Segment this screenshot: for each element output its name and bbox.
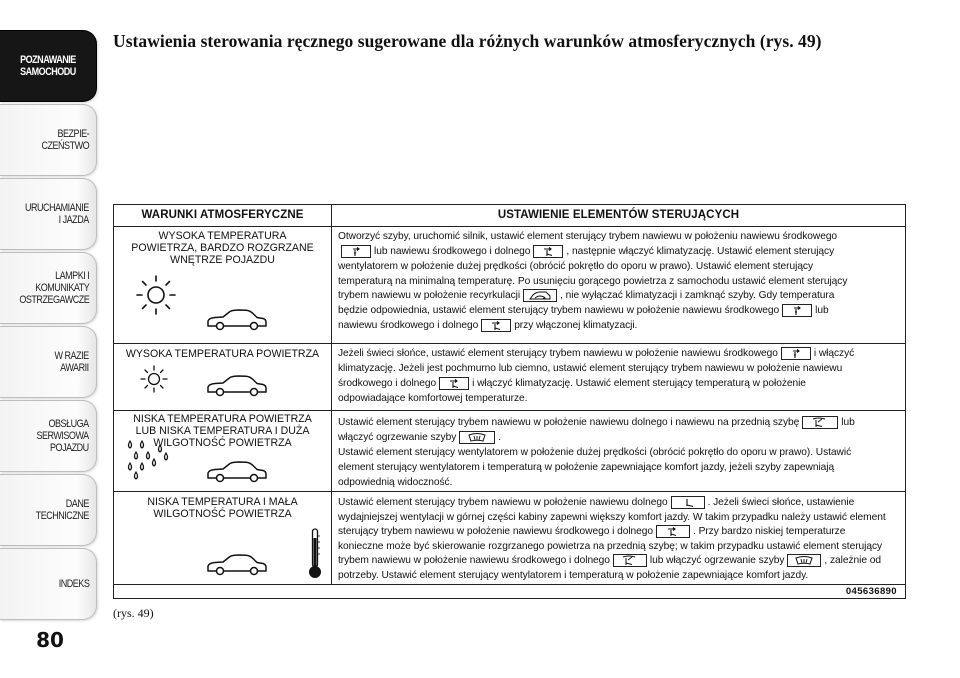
tab-poznawanie-samochodu[interactable] [0, 30, 97, 102]
column-header-conditions: WARUNKI ATMOSFERYCZNE [141, 209, 304, 221]
setting-fragment: trybem nawiewu w położenie recyrkulacji [338, 290, 521, 302]
condition-text: WYSOKA TEMPERATURA POWIETRZA, BARDZO ROZGRZANE WNĘTRZE POJAZDU [131, 230, 314, 266]
table-header [114, 205, 905, 227]
setting-fragment: przy włączonej klimatyzacji. [514, 320, 638, 332]
tab-label: BEZPIE- CZEŃSTWO [41, 128, 89, 152]
setting-fragment: sterujący trybem nawiewu w położenie nawiewu środkowego i dolnego [338, 526, 654, 538]
tab-w-razie-awarii[interactable] [0, 326, 97, 398]
setting-fragment: trybem nawiewu w położenie nawiewu środkowego i dolnego [338, 555, 610, 567]
setting-fragment: Ustawić element sterujący trybem nawiewu w położenie nawiewu dolnego [338, 497, 668, 509]
sun-small-icon [139, 364, 169, 394]
setting-fragment: odpowiadające komfortowej temperaturze. [338, 392, 528, 404]
recirculation-icon [523, 289, 557, 302]
vent-center-icon [782, 304, 812, 317]
setting-fragment: i włączyć klimatyzację. Ustawić element sterujący temperaturą w położenie [472, 377, 806, 389]
tab-lampki-i-komunikaty[interactable] [0, 252, 97, 324]
windshield-floor-icon [802, 416, 838, 429]
setting-fragment: potrzeby. Ustawić element sterujący wentylatorem i temperaturą w położenie zapewniające komfort jazdy. [338, 570, 809, 582]
setting-fragment: wentylatorem w położenie dużej prędkości (obrócić pokrętło do oporu w prawo). Ustawić element sterujący [338, 260, 814, 272]
setting-fragment: . Przy bardzo niskiej temperaturze [693, 526, 846, 538]
vent-center-floor-icon [533, 245, 563, 258]
setting-fragment: lub [841, 417, 855, 429]
chapter-sidebar [0, 0, 100, 678]
figure-code: 045636890 [845, 586, 897, 597]
windshield-floor-icon [613, 554, 647, 567]
setting-fragment: . [498, 432, 502, 444]
thermometer-icon [308, 528, 322, 580]
vent-center-floor-icon [481, 319, 511, 332]
setting-fragment: element sterujący wentylatorem i temperaturą w położenie zapewniające komfort jazdy, jeżeli szyby zapewniają [338, 461, 835, 473]
tab-label: LAMPKI I KOMUNIKATY OSTRZEGAWCZE [19, 270, 89, 306]
tab-obsluga-serwisowa[interactable] [0, 400, 97, 472]
vent-center-icon [341, 245, 371, 258]
setting-text [338, 496, 901, 584]
setting-fragment: i włączyć [813, 348, 855, 360]
car-icon [206, 461, 268, 483]
tab-label: INDEKS [58, 578, 89, 590]
condition-text: NISKA TEMPERATURA POWIETRZA LUB NISKA TEMPERATURA I DUŻA WILGOTNOŚĆ POWIETRZA [133, 413, 312, 449]
setting-fragment: Ustawić element sterujący wentylatorem w położenie dużej prędkości (obrócić pokrętło do oporu w prawo). Ustawić [338, 446, 852, 458]
setting-fragment: lub włączyć ogrzewanie szyby [649, 555, 785, 567]
setting-fragment: nawiewu środkowego i dolnego [338, 320, 479, 332]
setting-fragment: konieczne może być skierowanie rozgrzanego powietrza na przednią szybę; w takim przypadku ustawić element sterujący [338, 540, 883, 552]
sun-icon [134, 273, 178, 317]
setting-fragment: . Jeżeli świeci słońce, ustawienie [707, 497, 855, 509]
vent-center-floor-icon [656, 525, 690, 538]
condition-text: NISKA TEMPERATURA I MAŁA WILGOTNOŚĆ POWIETRZA [147, 496, 298, 520]
table-row [114, 344, 905, 411]
vent-center-icon [781, 347, 811, 360]
setting-fragment: wydajniejszej wentylacji w górnej części kabiny zapewni większy komfort jazdy. W takim przypadku należy ustawić element [338, 511, 886, 523]
setting-text [338, 416, 901, 490]
setting-fragment: środkowego i dolnego [338, 377, 437, 389]
setting-fragment: , zależnie od [824, 555, 881, 567]
table-row [114, 492, 905, 585]
tab-label: URUCHAMIANIE I JAZDA [25, 202, 89, 226]
page-number: 80 [36, 628, 64, 652]
column-divider [331, 205, 332, 584]
setting-text [338, 347, 901, 407]
setting-fragment: będzie odpowiednia, ustawić element sterujący trybem nawiewu w położenie nawiewu środkowego [338, 305, 780, 317]
table-row [114, 411, 905, 492]
column-header-settings: USTAWIENIE ELEMENTÓW STERUJĄCYCH [497, 209, 740, 221]
page-title: Ustawienia sterowania ręcznego sugerowane dla różnych warunków atmosferycznych (rys. 49) [113, 31, 822, 51]
setting-fragment: odpowiednią widoczność. [338, 476, 453, 488]
setting-fragment: , nie wyłączać klimatyzacji i zamknąć szyby. Gdy temperatura [560, 290, 835, 302]
climate-settings-table [113, 204, 906, 599]
condition-text: WYSOKA TEMPERATURA POWIETRZA [125, 348, 320, 360]
car-icon [206, 554, 268, 576]
tab-bezpieczenstwo[interactable] [0, 104, 97, 176]
vent-center-floor-icon [439, 377, 469, 390]
setting-fragment: Jeżeli świeci słońce, ustawić element sterujący trybem nawiewu w położenie nawiewu środkowego [338, 348, 778, 360]
figure-caption: (rys. 49) [113, 606, 154, 620]
vent-floor-icon [671, 496, 705, 509]
tab-dane-techniczne[interactable] [0, 474, 97, 546]
setting-fragment: Otworzyć szyby, uruchomić silnik, ustawić element sterujący trybem nawiewu w położeniu nawiewu środkowego [338, 231, 838, 242]
setting-fragment: lub nawiewu środkowego i dolnego [374, 245, 531, 257]
humidity-drops-icon [124, 439, 174, 483]
car-icon [206, 309, 268, 331]
windshield-defrost-icon [787, 554, 821, 567]
setting-fragment: temperaturą na minimalną temperaturę. Po usunięciu gorącego powietrza z samochodu ustawić element sterujący [338, 275, 848, 287]
setting-text [338, 230, 901, 334]
tab-label: W RAZIE AWARII [54, 350, 89, 374]
setting-fragment: lub [815, 305, 829, 317]
tab-uruchamianie-i-jazda[interactable] [0, 178, 97, 250]
setting-fragment: klimatyzację. Jeżeli jest pochmurno lub ciemno, ustawić element sterujący trybem nawiewu w położenie nawiewu [338, 362, 843, 374]
table-row [114, 227, 905, 344]
tab-label: OBSŁUGA SERWISOWA POJAZDU [36, 418, 89, 454]
setting-fragment: włączyć ogrzewanie szyby [338, 432, 457, 444]
tab-indeks[interactable] [0, 548, 97, 620]
car-icon [206, 375, 268, 397]
tab-label: POZNAWANIE SAMOCHODU [20, 54, 76, 78]
setting-fragment: , następnie włączyć klimatyzację. Ustawić element sterujący [566, 245, 835, 257]
windshield-defrost-icon [459, 431, 495, 444]
tab-label: DANE TECHNICZNE [35, 498, 89, 522]
setting-fragment: Ustawić element sterujący trybem nawiewu w położenie nawiewu dolnego i nawiewu na przednią szybę [338, 417, 800, 429]
